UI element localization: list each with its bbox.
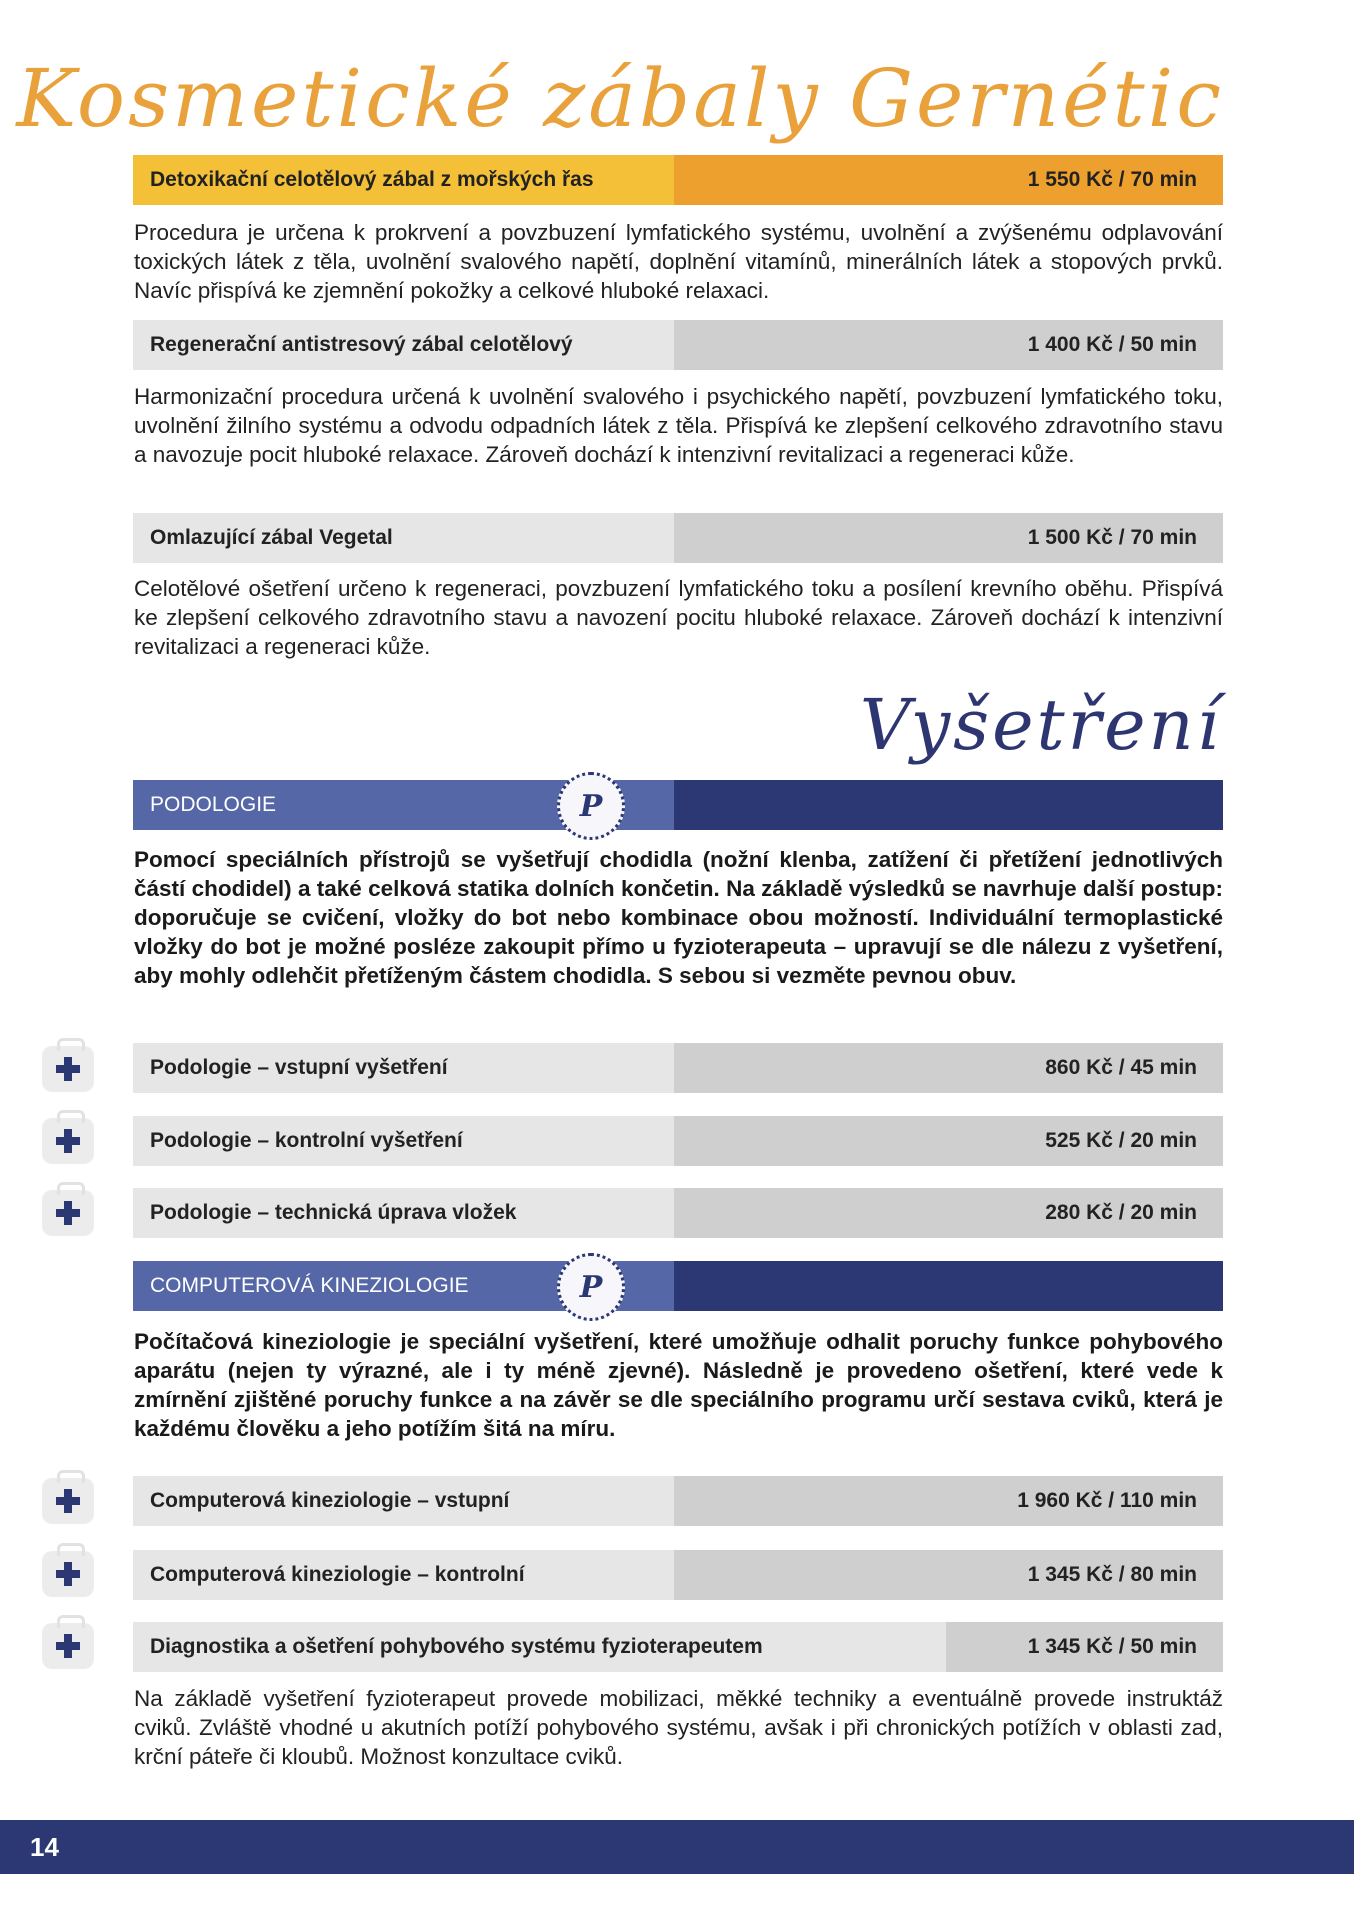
kineziologie-item [133,1550,1223,1600]
seal-letter: P [579,1269,603,1305]
plus-icon [42,1623,94,1669]
wrap-name: Detoxikační celotělový zábal z mořských řas [133,155,674,205]
item-name: Podologie – technická úprava vložek [133,1188,674,1238]
wrap-price: 1 500 Kč / 70 min [674,513,1223,563]
item-price: 1 345 Kč / 50 min [946,1622,1223,1672]
podologie-description: Pomocí speciálních přístrojů se vyšetřují chodidla (nožní klenba, zatížení či přetížení jednotlivých částí chodidel) a také celková statika dolních končetin. Na základě výsledků se navrhuje další postup: doporučuje se cvičení, vložky do bot nebo kombinace obou možností. Individuální termoplastické vložky do bot je možné posléze zakoupit přímo u fyzioterapeuta – upravují se dle nálezu z vyšetření, aby mohly odlehčit přetíženým částem chodidla. S sebou si vezměte pevnou obuv. [134,847,1223,988]
podologie-item [133,1116,1223,1166]
kineziologie-description: Počítačová kineziologie je speciální vyšetření, které umožňuje odhalit poruchy funkce pohybového aparátu (nejen ty výrazné, ale i ty méně zjevné). Následně je provedeno ošetření, které vede k zmírnění zjištěné poruchy funkce a na závěr se dle speciálního programu určí sestava cviků, která je každému člověku a jeho potížím šitá na míru. [134,1329,1223,1441]
heading-bar-right [674,1261,1223,1311]
podologie-item [133,1043,1223,1093]
page-number: 14 [30,1831,59,1862]
plus-icon [42,1046,94,1092]
plus-icon [42,1118,94,1164]
item-price: 1 345 Kč / 80 min [674,1550,1223,1600]
item-name: Podologie – vstupní vyšetření [133,1043,674,1093]
wrap-description: Celotělové ošetření určeno k regeneraci, povzbuzení lymfatického toku a posílení krevního oběhu. Přispívá ke zlepšení celkového zdravotního stavu a navození pocitu hluboké relaxace. Zároveň dochází k intenzivní revitalizaci a regeneraci kůže. [134,576,1223,659]
wrap-row-regenerace [133,320,1223,370]
wrap-name: Omlazující zábal Vegetal [133,513,674,563]
item-name: Podologie – kontrolní vyšetření [133,1116,674,1166]
kineziologie-heading-bar [133,1261,1223,1311]
wrap-row-detox [133,155,1223,205]
seal-logo [557,772,625,840]
kineziologie-item [133,1622,1223,1672]
seal-logo [557,1253,625,1321]
item-price: 525 Kč / 20 min [674,1116,1223,1166]
item-name: Computerová kineziologie – kontrolní [133,1550,674,1600]
wrap-name: Regenerační antistresový zábal celotělový [133,320,674,370]
item-name: Computerová kineziologie – vstupní [133,1476,674,1526]
podologie-heading: PODOLOGIE [133,780,674,830]
footer-bar [0,1820,1354,1874]
podologie-heading-bar [133,780,1223,830]
plus-icon [42,1551,94,1597]
wrap-description: Harmonizační procedura určená k uvolnění svalového i psychického napětí, povzbuzení lymfatického toku, uvolnění žilního systému a odvodu odpadních látek z těla. Přispívá ke zlepšení celkového zdravotního stavu a navozuje pocit hluboké relaxace. Zároveň dochází k intenzivní revitalizaci a regeneraci kůže. [134,384,1223,467]
seal-letter: P [579,788,603,824]
item-price: 1 960 Kč / 110 min [674,1476,1223,1526]
heading-bar-right [674,780,1223,830]
plus-icon [42,1190,94,1236]
kineziologie-heading: COMPUTEROVÁ KINEZIOLOGIE [133,1261,674,1311]
wrap-description: Procedura je určena k prokrvení a povzbuzení lymfatického systému, uvolnění a zvýšenému odplavování toxických látek z těla, uvolnění svalového napětí, doplnění vitamínů, minerálních látek a stopových prvků. Navíc přispívá ke zjemnění pokožky a celkové hluboké relaxaci. [134,220,1223,303]
podologie-item [133,1188,1223,1238]
item-name: Diagnostika a ošetření pohybového systému fyzioterapeutem [133,1622,946,1672]
vysetreni-script-title: Vyšetření [859,684,1222,766]
kineziologie-item [133,1476,1223,1526]
item-price: 280 Kč / 20 min [674,1188,1223,1238]
wraps-script-title: Kosmetické zábaly Gernétic [16,52,1224,145]
item-price: 860 Kč / 45 min [674,1043,1223,1093]
plus-icon [42,1478,94,1524]
fyzioterapie-description: Na základě vyšetření fyzioterapeut provede mobilizaci, měkké techniky a eventuálně provede instruktáž cviků. Zvláště vhodné u akutních potíží pohybového systému, avšak i při chronických potížích v oblasti zad, krční páteře či kloubů. Možnost konzultace cviků. [134,1686,1223,1769]
wrap-price: 1 550 Kč / 70 min [674,155,1223,205]
wrap-row-vegetal [133,513,1223,563]
wrap-price: 1 400 Kč / 50 min [674,320,1223,370]
